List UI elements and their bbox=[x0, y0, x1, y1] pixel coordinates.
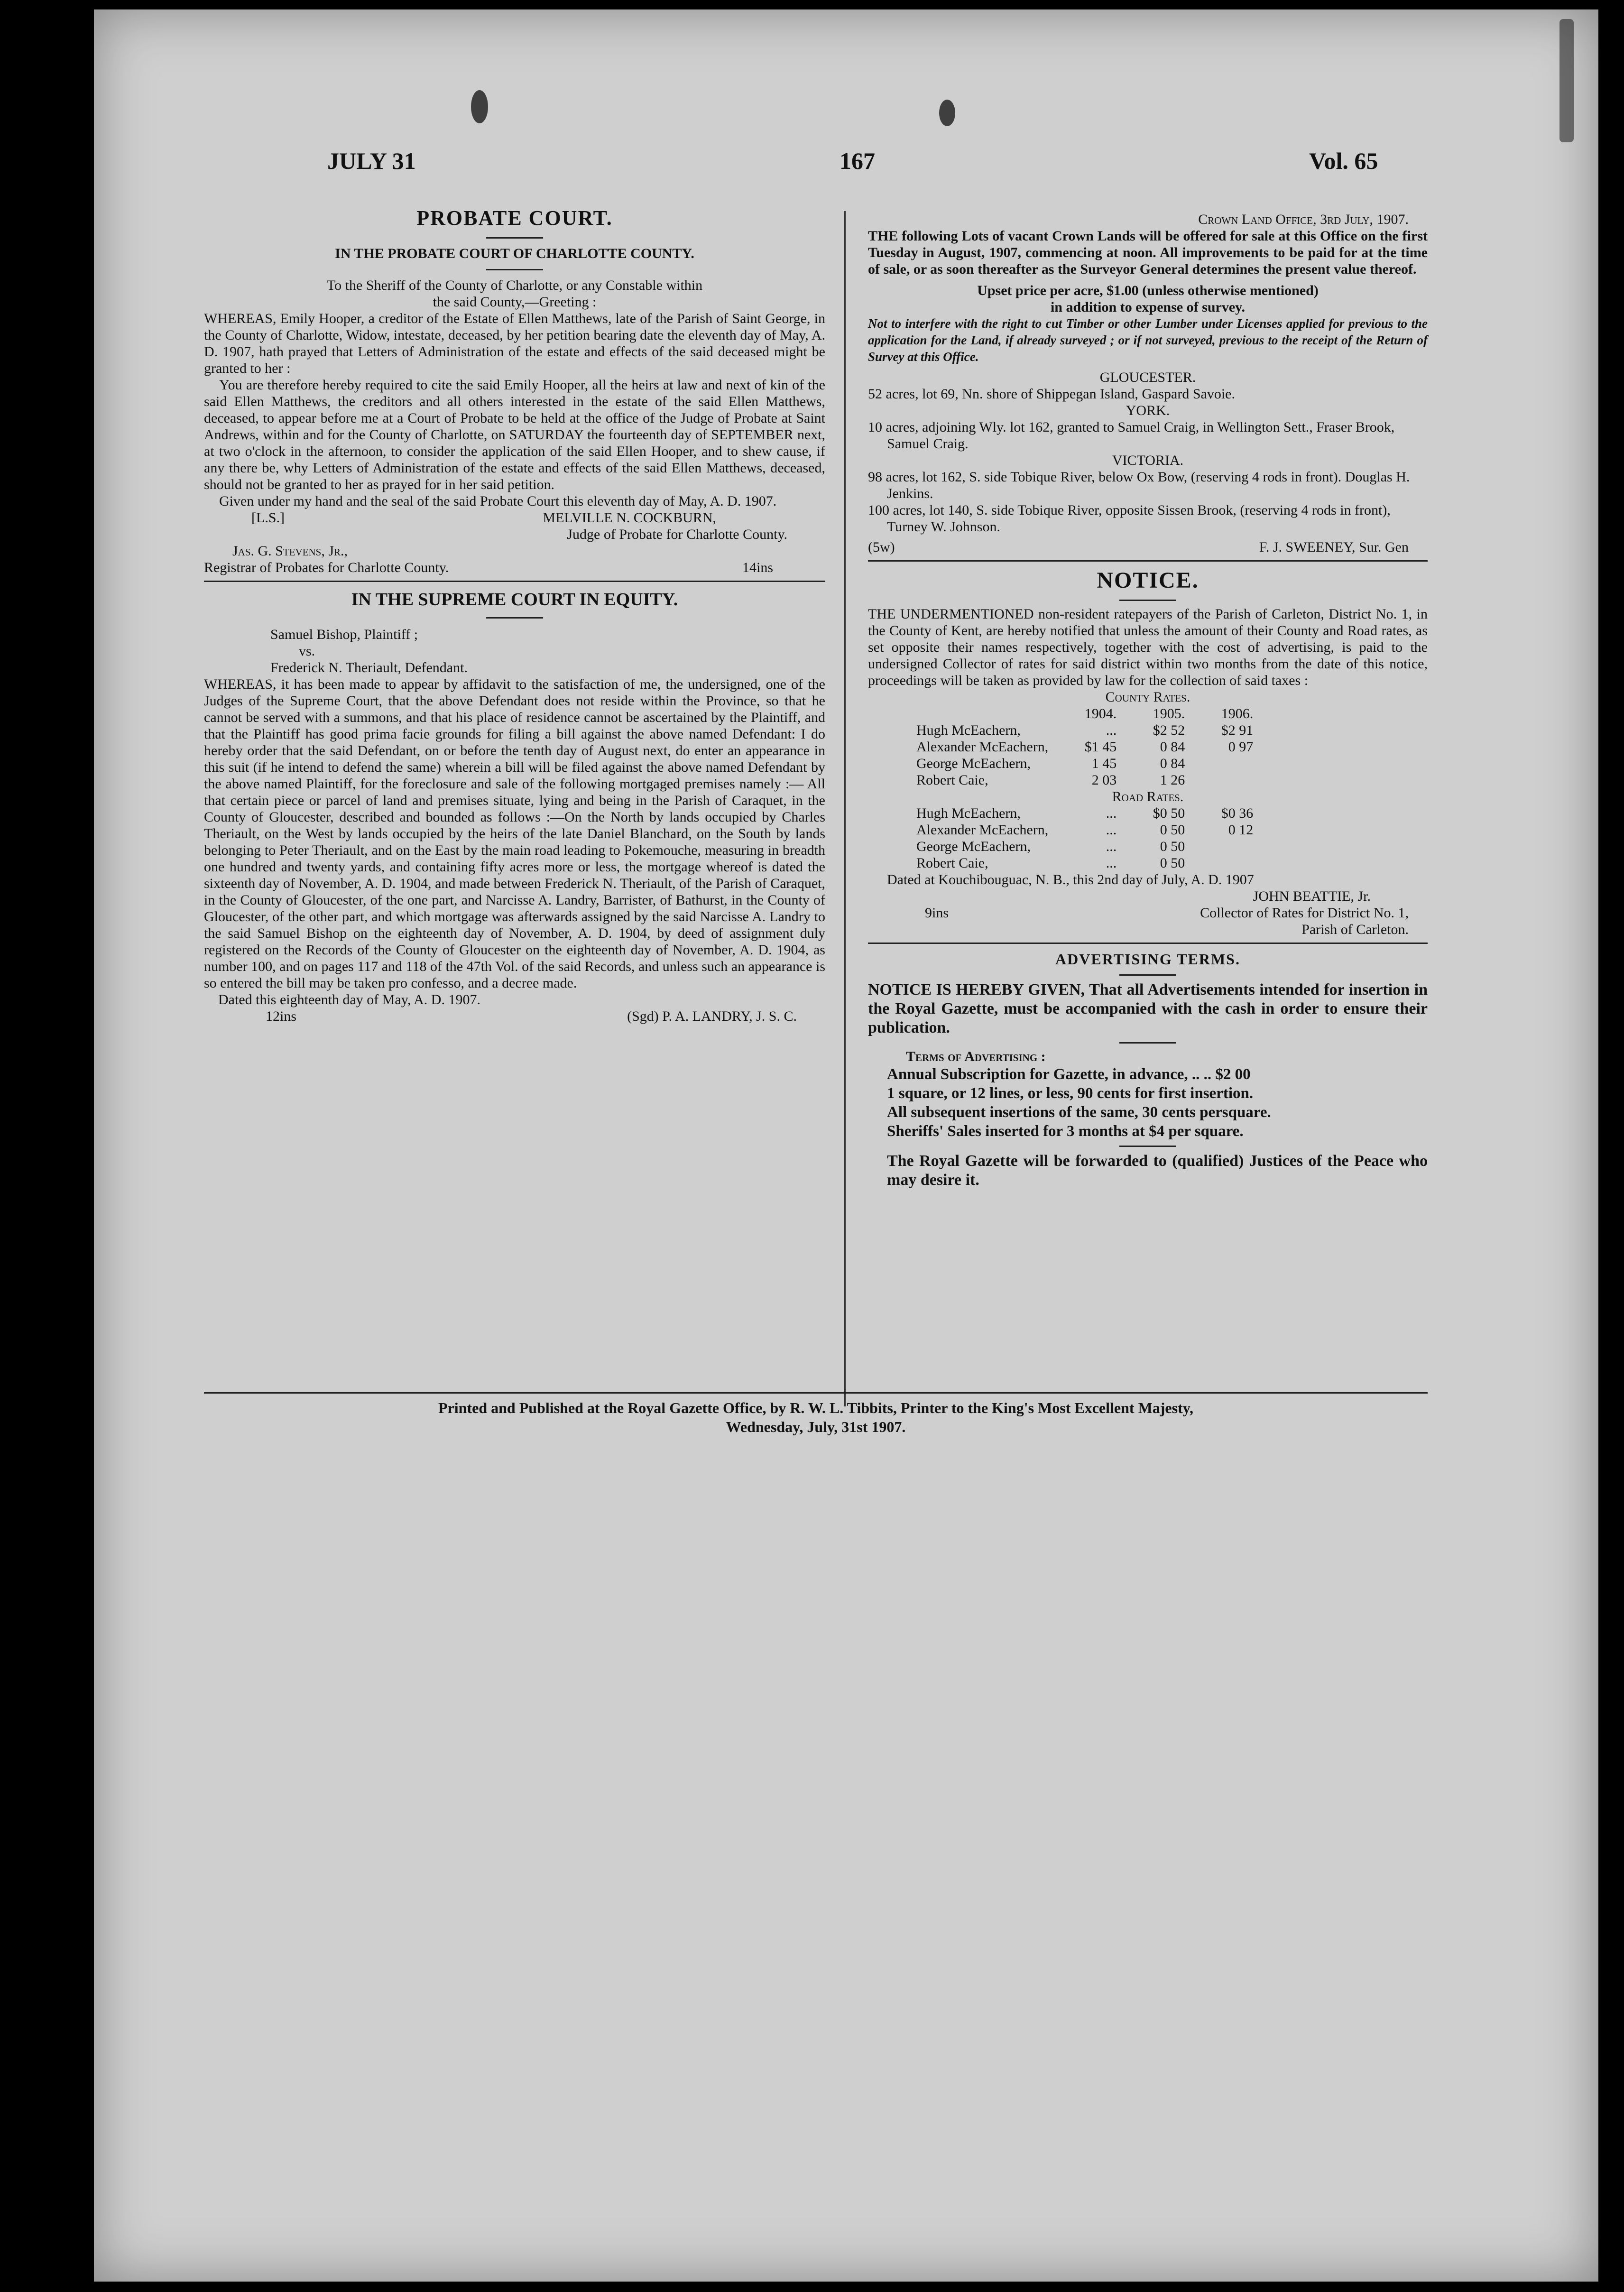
collector-parish: Parish of Carleton. bbox=[1301, 922, 1409, 937]
ink-blot bbox=[471, 90, 488, 123]
ratepayer-name: Robert Caie, bbox=[916, 855, 988, 871]
probate-paragraph-2: You are therefore hereby required to cite the said Emily Hooper, all the heirs at law and next of kin of the said Ellen Matthews, the creditors and all others interested in the estate of the said Ellen Matthews, deceased, to appear before me at a Court of Probate to be held at the office of the Judge of Probate at Saint Andrews, within and for the County of Charlotte, on SATURDAY the fourteenth day of SEPTEMBER next, at two o'clock in the afternoon, to consider the application of the said Ellen Hooper, and to shew cause, if any there be, why Letters of Administration of the estate and effects of the said Ellen Matthews, deceased, should not be granted to her as prayed for in her said petition. bbox=[204, 377, 825, 492]
notice-dated: Dated at Kouchibouguac, N. B., this 2nd day of July, A. D. 1907 bbox=[887, 872, 1254, 887]
road-rates-table bbox=[911, 805, 1259, 871]
ink-blot bbox=[1559, 19, 1574, 142]
gazette-forwarding-notice: The Royal Gazette will be forwarded to (qualified) Justices of the Peace who may desire it. bbox=[887, 1152, 1428, 1189]
rate-cell: 0 50 bbox=[1160, 822, 1185, 838]
footer-divider bbox=[204, 1392, 1428, 1394]
crown-intro: THE following Lots of vacant Crown Lands will be offered for sale at this Office on the first Tuesday in August, 1907, commencing at noon. All improvements to be paid for at the time of sale, or as soon thereafter as the Surveyor General determines the present value thereof. bbox=[868, 228, 1428, 277]
year-header: 1905. bbox=[1153, 706, 1185, 721]
header-volume: Vol. 65 bbox=[1309, 148, 1378, 174]
section-divider bbox=[868, 560, 1428, 562]
collector-title: Collector of Rates for District No. 1, bbox=[1200, 905, 1409, 921]
ratepayer-name: George McEachern, bbox=[916, 839, 1031, 854]
table-row bbox=[911, 855, 1259, 871]
probate-registrar-name: Jas. G. Stevens, Jr., bbox=[232, 543, 348, 559]
rate-cell: 0 12 bbox=[1228, 822, 1254, 838]
crown-land-notice bbox=[868, 211, 1428, 555]
rate-cell: 0 97 bbox=[1228, 739, 1254, 755]
equity-vs: vs. bbox=[299, 643, 315, 659]
table-row bbox=[911, 838, 1259, 855]
column-divider bbox=[844, 211, 846, 1406]
probate-paragraph-1: WHEREAS, Emily Hooper, a creditor of the Estate of Ellen Matthews, late of the Parish of Saint George, in the County of Charlotte, Widow, intestate, deceased, by her petition bearing date the eleventh day of May, A. D. 1907, hath prayed that Letters of Administration of the estate and effects of the said deceased might be granted to her : bbox=[204, 311, 825, 376]
crown-upset-survey: in addition to expense of survey. bbox=[1050, 299, 1246, 315]
rate-cell: $2 91 bbox=[1221, 722, 1254, 738]
rate-cell: ... bbox=[1106, 822, 1117, 838]
header-page-number: 167 bbox=[840, 148, 875, 174]
crown-insertions: (5w) bbox=[868, 539, 895, 555]
table-header-row bbox=[911, 705, 1259, 722]
table-row bbox=[911, 722, 1259, 739]
term-line: Annual Subscription for Gazette, in advance, .. .. $2 00 bbox=[887, 1066, 1251, 1083]
ratepayer-name: Robert Caie, bbox=[916, 772, 988, 788]
crown-lot: 10 acres, adjoining Wly. lot 162, granted to Samuel Craig, in Wellington Sett., Fraser Brook, Samuel Craig. bbox=[868, 419, 1395, 452]
year-header: 1906. bbox=[1221, 706, 1254, 721]
term-line: 1 square, or 12 lines, or less, 90 cents for first insertion. bbox=[887, 1085, 1254, 1102]
crown-lot: 52 acres, lot 69, Nn. shore of Shippegan Island, Gaspard Savoie. bbox=[868, 386, 1235, 402]
rate-cell: ... bbox=[1106, 839, 1117, 854]
rate-cell bbox=[1190, 855, 1259, 871]
probate-address-line2: the said County,—Greeting : bbox=[433, 294, 597, 310]
notice-insertions: 9ins bbox=[925, 905, 949, 921]
section-divider bbox=[204, 581, 825, 582]
county-heading-york: YORK. bbox=[1126, 403, 1170, 418]
ratepayer-name: George McEachern, bbox=[916, 756, 1031, 771]
rate-cell bbox=[1190, 772, 1259, 788]
divider bbox=[486, 269, 543, 270]
county-heading-gloucester: GLOUCESTER. bbox=[1099, 370, 1196, 385]
notice-title: NOTICE. bbox=[1097, 568, 1199, 593]
advertising-title: ADVERTISING TERMS. bbox=[1055, 951, 1240, 968]
equity-body: WHEREAS, it has been made to appear by affidavit to the satisfaction of me, the undersigned, one of the Judges of the Supreme Court, that the above Defendant does not reside within the Province, so that he cannot be served with a summons, and that his place of residence cannot be ascertained by the Plaintiff, and that the Plaintiff has good prima facie grounds for filing a bill against the above named Defendant: I do hereby order that the said Defendant, on or before the tenth day of August next, do enter an appearance in this suit (if he intend to defend the same) wherein a bill will be filed against the above named Defendant by the above named Plaintiff, for the foreclosure and sale of the following mortgaged premises namely :— All that certain piece or parcel of land and premises situate, lying and being in the Parish of Caraquet, in the County of Gloucester, described and bounded as follows :—On the North by lands occupied by Charles Theriault, on the West by lands occupied by the heirs of the late Daniel Blanchard, on the South by lands belonging to Peter Theriault, and on the East by the main road leading to Pokemouche, measuring in breadth one hundred and twenty yards, and containing fifty acres more or less, the mortgage whereof is dated the sixteenth day of November, A. D. 1904, and made between Frederick N. Theriault, of the Parish of Caraquet, in the County of Gloucester, of the one part, and Narcisse A. Landry, Barrister, of Bathurst, in the County of Gloucester, of the other part, and which mortgage was afterwards assigned by the said Narcisse A. Landry to the said Samuel Bishop on the eighteenth day of November, A. D. 1904, by deed of assignment duly registered on the Records of the County of Gloucester on the eighteenth day of November, A. D. 1904, as number 100, and on pages 117 and 118 of the 47th Vol. of the said Records, and unless such an appearance is so entered the bill may be taken pro confesso, and a decree made. bbox=[204, 676, 825, 991]
left-column bbox=[204, 204, 825, 1025]
crown-timber-notice: Not to interfere with the right to cut Timber or other Lumber under Licenses applied for previous to the application for the Land, if already surveyed ; or if not surveyed, previous to the receipt of the Return of Survey at this Office. bbox=[868, 316, 1428, 364]
equity-defendant: Frederick N. Theriault, Defendant. bbox=[270, 660, 468, 675]
crown-lot: 100 acres, lot 140, S. side Tobique River, opposite Sissen Brook, (reserving 4 rods in front), Turney W. Johnson. bbox=[868, 502, 1391, 535]
printer-imprint bbox=[204, 1387, 1428, 1436]
term-line: Sheriffs' Sales inserted for 3 months at $4 per square. bbox=[887, 1123, 1244, 1140]
equity-signature: (Sgd) P. A. LANDRY, J. S. C. bbox=[627, 1008, 797, 1024]
table-row bbox=[911, 822, 1259, 838]
rate-cell bbox=[1190, 838, 1259, 855]
table-row bbox=[911, 772, 1259, 788]
rate-cell: 0 84 bbox=[1160, 756, 1185, 771]
ratepayer-name: Hugh McEachern, bbox=[916, 722, 1021, 738]
divider bbox=[1119, 974, 1176, 976]
rate-cell: ... bbox=[1106, 805, 1117, 821]
probate-judge-title: Judge of Probate for Charlotte County. bbox=[567, 527, 787, 542]
county-rates-table bbox=[911, 705, 1259, 788]
equity-insertions: 12ins bbox=[266, 1008, 297, 1024]
divider bbox=[486, 237, 543, 239]
rate-cell: 0 84 bbox=[1160, 739, 1185, 755]
advertising-notice: NOTICE IS HEREBY GIVEN, That all Advertisements intended for insertion in the Royal Gazette, must be accompanied with the cash in order to ensure their publication. bbox=[868, 981, 1428, 1036]
crown-signature: F. J. SWEENEY, Sur. Gen bbox=[1259, 539, 1409, 555]
equity-title: IN THE SUPREME COURT IN EQUITY. bbox=[351, 590, 678, 610]
rate-cell: $0 36 bbox=[1221, 805, 1254, 821]
equity-plaintiff: Samuel Bishop, Plaintiff ; bbox=[270, 627, 418, 642]
rate-cell: $0 50 bbox=[1153, 805, 1185, 821]
county-rates-heading: County Rates. bbox=[1105, 689, 1190, 705]
rate-cell: $1 45 bbox=[1084, 739, 1117, 755]
rate-cell: $2 52 bbox=[1153, 722, 1185, 738]
rate-cell: 0 50 bbox=[1160, 839, 1185, 854]
ratepayer-name: Hugh McEachern, bbox=[916, 805, 1021, 821]
advertising-terms bbox=[868, 949, 1428, 1190]
probate-address-line1: To the Sheriff of the County of Charlotte, or any Constable within bbox=[326, 277, 703, 293]
table-row bbox=[911, 739, 1259, 755]
probate-seal: [L.S.] bbox=[251, 510, 285, 526]
divider bbox=[1119, 1146, 1176, 1147]
probate-court-notice bbox=[204, 204, 825, 576]
crown-office-date: Crown Land Office, 3rd July, 1907. bbox=[1198, 212, 1409, 227]
probate-insertions: 14ins bbox=[742, 560, 773, 575]
divider bbox=[1119, 600, 1176, 601]
rate-cell: 1 45 bbox=[1091, 756, 1117, 771]
equity-dated: Dated this eighteenth day of May, A. D. 1907. bbox=[218, 992, 480, 1007]
rate-cell: ... bbox=[1106, 722, 1117, 738]
probate-registrar-title: Registrar of Probates for Charlotte County. bbox=[204, 560, 449, 575]
divider bbox=[1119, 1042, 1176, 1044]
rates-notice bbox=[868, 566, 1428, 938]
ratepayer-name: Alexander McEachern, bbox=[916, 822, 1049, 838]
crown-upset-price: Upset price per acre, $1.00 (unless otherwise mentioned) bbox=[977, 283, 1319, 298]
collector-name: JOHN BEATTIE, Jr. bbox=[1253, 888, 1371, 904]
imprint-line2: Wednesday, July, 31st 1907. bbox=[726, 1418, 906, 1435]
imprint-line1: Printed and Published at the Royal Gazette Office, by R. W. L. Tibbits, Printer to the King's Most Excellent Majesty, bbox=[438, 1399, 1193, 1416]
probate-paragraph-3: Given under my hand and the seal of the said Probate Court this eleventh day of May, A. D. 1907. bbox=[219, 493, 777, 509]
rate-cell: 0 50 bbox=[1160, 855, 1185, 871]
equity-court-notice bbox=[204, 587, 825, 1025]
rate-cell: 2 03 bbox=[1091, 772, 1117, 788]
rate-cell: 1 26 bbox=[1160, 772, 1185, 788]
header-date: JULY 31 bbox=[327, 148, 416, 174]
ink-blot bbox=[939, 100, 955, 126]
rate-cell: ... bbox=[1106, 855, 1117, 871]
year-header: 1904. bbox=[1084, 706, 1117, 721]
table-row bbox=[911, 755, 1259, 772]
county-heading-victoria: VICTORIA. bbox=[1112, 453, 1184, 468]
road-rates-heading: Road Rates. bbox=[1112, 789, 1184, 804]
term-line: All subsequent insertions of the same, 30 cents persquare. bbox=[887, 1104, 1271, 1121]
probate-title: PROBATE COURT. bbox=[416, 206, 613, 230]
probate-judge-name: MELVILLE N. COCKBURN, bbox=[543, 510, 716, 526]
ratepayer-name: Alexander McEachern, bbox=[916, 739, 1049, 755]
right-column bbox=[868, 211, 1428, 1190]
section-divider bbox=[868, 943, 1428, 944]
crown-lot: 98 acres, lot 162, S. side Tobique River, below Ox Bow, (reserving 4 rods in front). Douglas H. Jenkins. bbox=[868, 469, 1410, 501]
divider bbox=[486, 617, 543, 619]
notice-body: THE UNDERMENTIONED non-resident ratepayers of the Parish of Carleton, District No. 1, in the County of Kent, are hereby notified that unless the amount of their County and Road rates, as set opposite their names respectively, together with the cost of advertising, is paid to the undersigned Collector of rates for said district within two months from the date of this notice, proceedings will be taken as provided by law for the collection of said taxes : bbox=[868, 606, 1428, 688]
terms-heading: Terms of Advertising : bbox=[906, 1049, 1046, 1064]
rate-cell bbox=[1190, 755, 1259, 772]
probate-subtitle: IN THE PROBATE COURT OF CHARLOTTE COUNTY. bbox=[335, 246, 694, 261]
table-row bbox=[911, 805, 1259, 822]
